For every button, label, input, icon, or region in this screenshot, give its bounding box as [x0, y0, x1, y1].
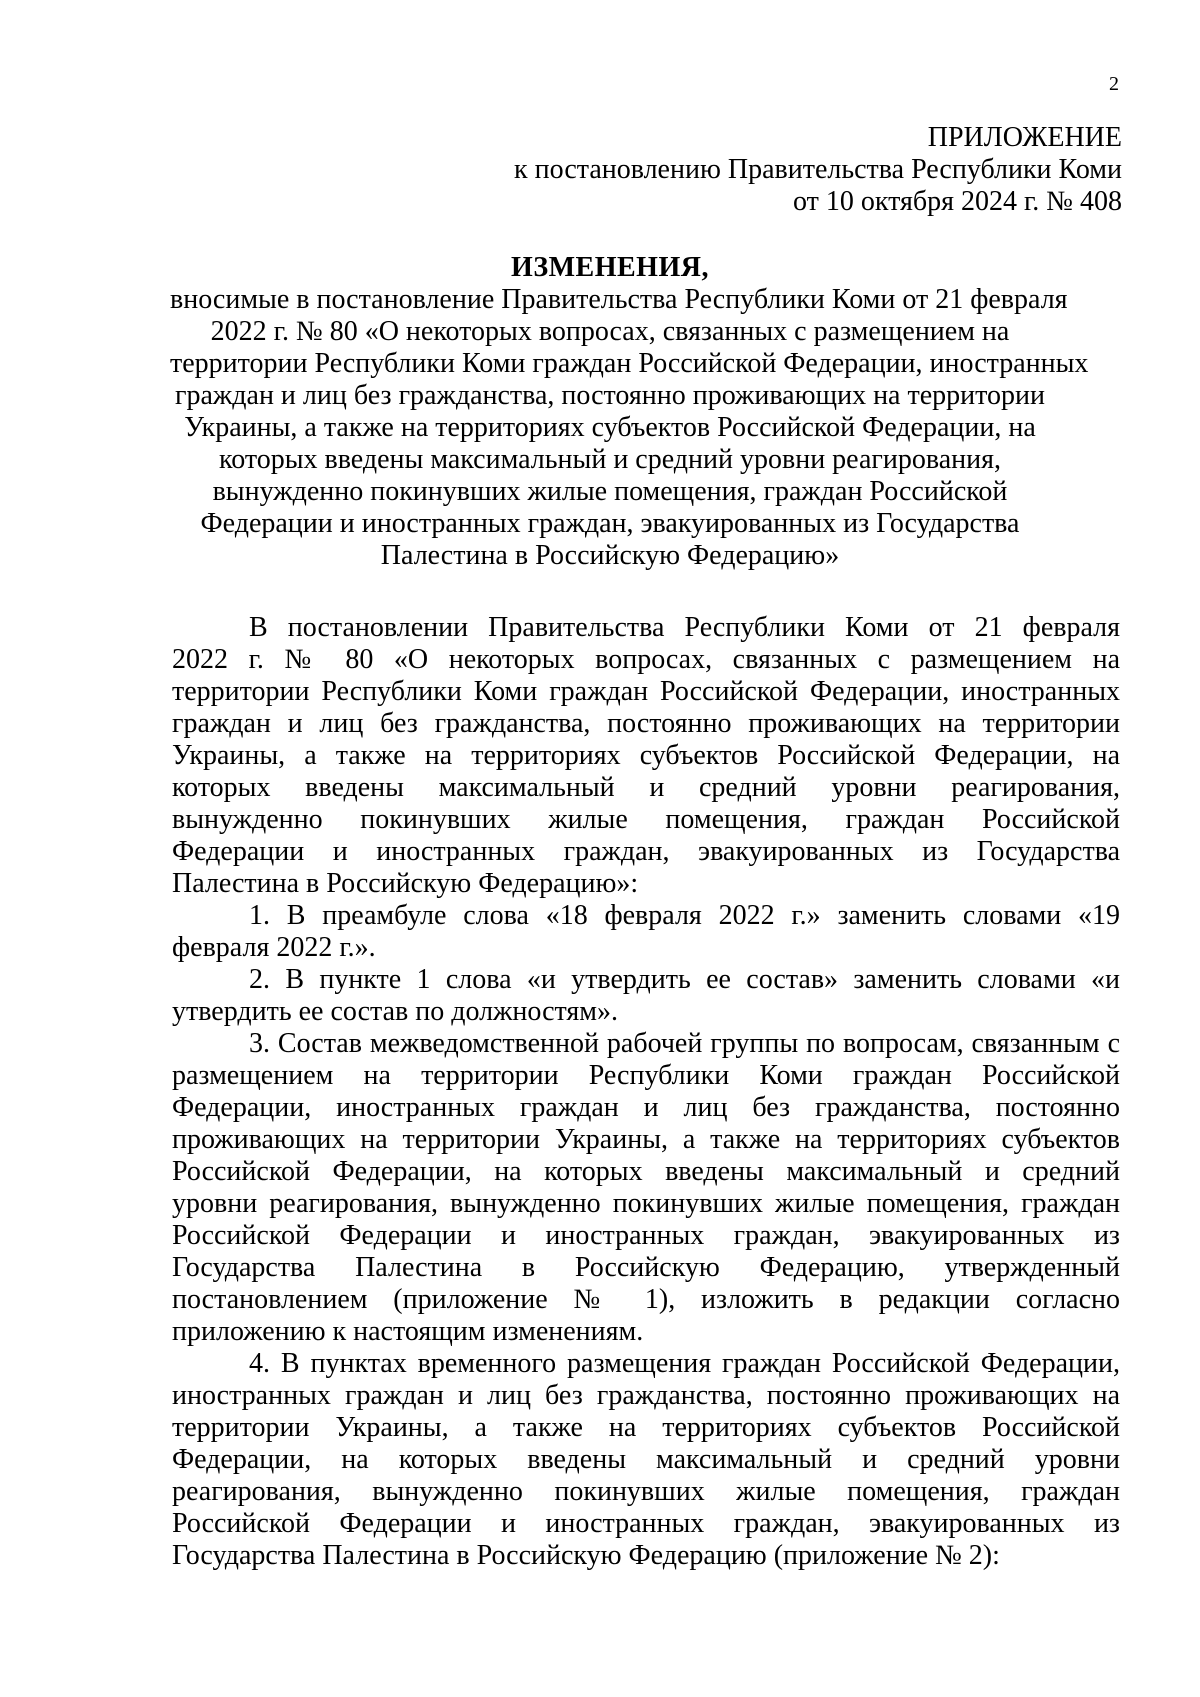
paragraph-line: февраля 2022 г.». [172, 932, 376, 963]
paragraph-line: размещением на территории Республики Коми граждан Российской [172, 1060, 1120, 1091]
paragraph-line: Российской Федерации и иностранных граждан, эвакуированных из [172, 1220, 1120, 1251]
paragraph-line: утвердить ее состав по должностям». [172, 996, 618, 1027]
paragraph-line: 2. В пункте 1 слова «и утвердить ее состав» заменить словами «и [249, 964, 1120, 995]
heading-title: ИЗМЕНЕНИЯ, [511, 252, 709, 283]
paragraph-line: территории Украины, а также на территориях субъектов Российской [172, 1412, 1120, 1443]
paragraph-line: 3. Состав межведомственной рабочей группы по вопросам, связанным с [249, 1028, 1120, 1059]
heading-line: которых введены максимальный и средний уровни реагирования, [219, 444, 1001, 475]
paragraph-line: территории Республики Коми граждан Российской Федерации, иностранных [172, 676, 1120, 707]
paragraph-line: уровни реагирования, вынужденно покинувших жилые помещения, граждан [172, 1188, 1120, 1219]
paragraph-line: 1. В преамбуле слова «18 февраля 2022 г.» заменить словами «19 [249, 900, 1120, 931]
paragraph [172, 900, 1120, 964]
page-number: 2 [1109, 73, 1119, 95]
paragraph-line: Российской Федерации, на которых введены максимальный и средний [172, 1156, 1120, 1187]
document-heading [170, 252, 1089, 572]
heading-line: граждан и лиц без гражданства, постоянно проживающих на территории [175, 380, 1045, 411]
paragraph-line: Федерации, на которых введены максимальный и средний уровни [172, 1444, 1120, 1475]
paragraph-line: Российской Федерации и иностранных граждан, эвакуированных из [172, 1508, 1120, 1539]
heading-line: Федерации и иностранных граждан, эвакуированных из Государства [200, 508, 1020, 539]
heading-line: 2022 г. № 80 «О некоторых вопросах, связанных с размещением на [210, 316, 1010, 347]
paragraph [172, 612, 1120, 900]
paragraph-line: граждан и лиц без гражданства, постоянно проживающих на территории [172, 708, 1120, 739]
paragraph-line: постановлением (приложение № 1), изложить в редакции согласно [172, 1284, 1120, 1315]
paragraph-line: 2022 г. № 80 «О некоторых вопросах, связанных с размещением на [172, 644, 1120, 675]
paragraph-line: иностранных граждан и лиц без гражданства, постоянно проживающих на [172, 1380, 1120, 1411]
paragraph-line: приложению к настоящим изменениям. [172, 1316, 644, 1347]
appendix-date: от 10 октября 2024 г. № 408 [792, 186, 1122, 217]
paragraph-line: реагирования, вынужденно покинувших жилые помещения, граждан [172, 1476, 1120, 1507]
paragraph-line: Федерации и иностранных граждан, эвакуированных из Государства [172, 836, 1120, 867]
heading-subtitle [170, 284, 1089, 572]
paragraph [172, 1028, 1120, 1348]
paragraph-line: Федерации, иностранных граждан и лиц без гражданства, постоянно [172, 1092, 1120, 1123]
paragraph-line: Украины, а также на территориях субъектов Российской Федерации, на [172, 740, 1120, 771]
heading-line: вносимые в постановление Правительства Республики Коми от 21 февраля [170, 284, 1068, 315]
appendix-block [514, 122, 1122, 218]
heading-line: территории Республики Коми граждан Российской Федерации, иностранных [170, 348, 1089, 379]
paragraph [172, 964, 1120, 1028]
appendix-reference: к постановлению Правительства Республики Коми [514, 154, 1122, 185]
paragraph-line: Палестина в Российскую Федерацию»: [172, 868, 639, 899]
heading-line: Палестина в Российскую Федерацию» [380, 540, 840, 571]
paragraph-line: Государства Палестина в Российскую Федерацию (приложение № 2): [172, 1540, 1000, 1571]
appendix-label: ПРИЛОЖЕНИЕ [927, 122, 1122, 153]
paragraph-line: проживающих на территории Украины, а также на территориях субъектов [172, 1124, 1120, 1155]
document-body [172, 612, 1120, 1572]
paragraph-line: которых введены максимальный и средний уровни реагирования, [172, 772, 1120, 803]
paragraph-line: В постановлении Правительства Республики Коми от 21 февраля [249, 612, 1120, 643]
paragraph [172, 1348, 1120, 1572]
paragraph-line: Государства Палестина в Российскую Федерацию, утвержденный [172, 1252, 1120, 1283]
heading-line: Украины, а также на территориях субъектов Российской Федерации, на [184, 412, 1036, 443]
heading-line: вынужденно покинувших жилые помещения, граждан Российской [212, 476, 1008, 507]
paragraph-line: 4. В пунктах временного размещения граждан Российской Федерации, [249, 1348, 1120, 1379]
paragraph-line: вынужденно покинувших жилые помещения, граждан Российской [172, 804, 1120, 835]
